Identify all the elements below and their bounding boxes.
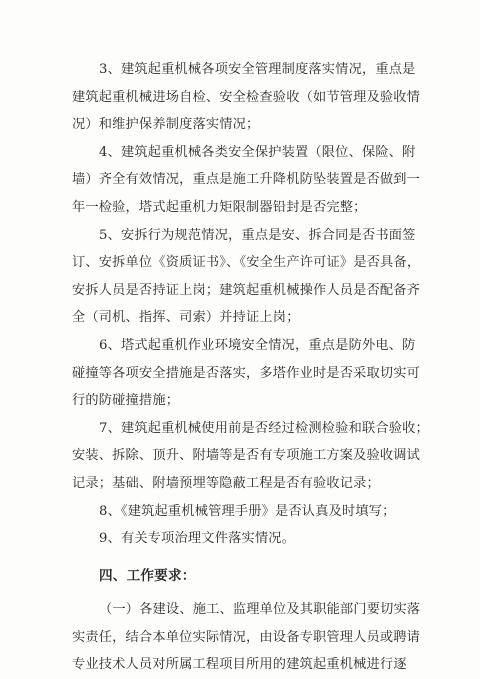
spacer (72, 553, 412, 559)
list-item-3 (72, 56, 421, 139)
text-line: 行的防碰撞措施； (72, 393, 180, 409)
list-item-7 (72, 415, 429, 498)
text-line: 5、安拆行为规范情况，重点是安、拆合同是否书面签 (99, 227, 416, 243)
text-line: 墙）齐全有效情况，重点是施工升降机防坠装置是否做到一 (72, 172, 421, 188)
text-line: 9、有关专项治理文件落实情况。 (99, 531, 296, 547)
text-line: 专业技术人员对所属工程项目所用的建筑起重机械进行逐 (72, 657, 407, 673)
text-line: （一）各建设、施工、监理单位及其职能部门要切实落 (99, 602, 421, 618)
text-line: 碰撞等各项安全措施是否落实，多塔作业时是否采取切实可 (72, 365, 421, 381)
text-line: 订、安拆单位《资质证书》、《安全生产许可证》是否具备， (72, 255, 421, 271)
list-item-5 (72, 222, 421, 332)
text-line: 全（司机、指挥、司索）并持证上岗； (72, 310, 300, 326)
list-item-6 (72, 332, 421, 415)
text-line: 年一检验，塔式起重机力矩限制器铅封是否完整； (72, 199, 367, 215)
text-line: 7、建筑起重机械使用前是否经过检测检验和联合验收； (99, 420, 429, 436)
text-line: 建筑起重机械进场自检、安全检查验收（如节管理及验收情 (72, 89, 421, 105)
text-line: 安装、拆除、顶升、附墙等是否有专项施工方案及验收调试 (72, 448, 421, 464)
text-line: 3、建筑起重机械各项安全管理制度落实情况，重点是 (99, 62, 416, 77)
list-item-8 (72, 498, 412, 526)
section-heading: 四、工作要求： (99, 567, 196, 584)
text-line: 6、塔式起重机作业环境安全情况，重点是防外电、防 (99, 337, 416, 353)
text-line: 4、建筑起重机械各类安全保护装置（限位、保险、附 (99, 144, 416, 160)
text-line: 况）和维护保养制度落实情况； (72, 117, 260, 133)
document-body (72, 56, 429, 679)
text-line: 记录；基础、附墙预埋等隐蔽工程是否有验收记录； (72, 475, 380, 491)
requirement-paragraph (72, 596, 421, 679)
text-line: 8、《建筑起重机械管理手册》是否认真及时填写； (99, 503, 396, 519)
list-item-4 (72, 139, 421, 222)
text-line: 安拆人员是否持证上岗；建筑起重机械操作人员是否配备齐 (72, 282, 421, 298)
list-item-9 (72, 525, 412, 553)
text-line: 实责任，结合本单位实际情况，由设备专职管理人员或聘请 (72, 629, 421, 645)
